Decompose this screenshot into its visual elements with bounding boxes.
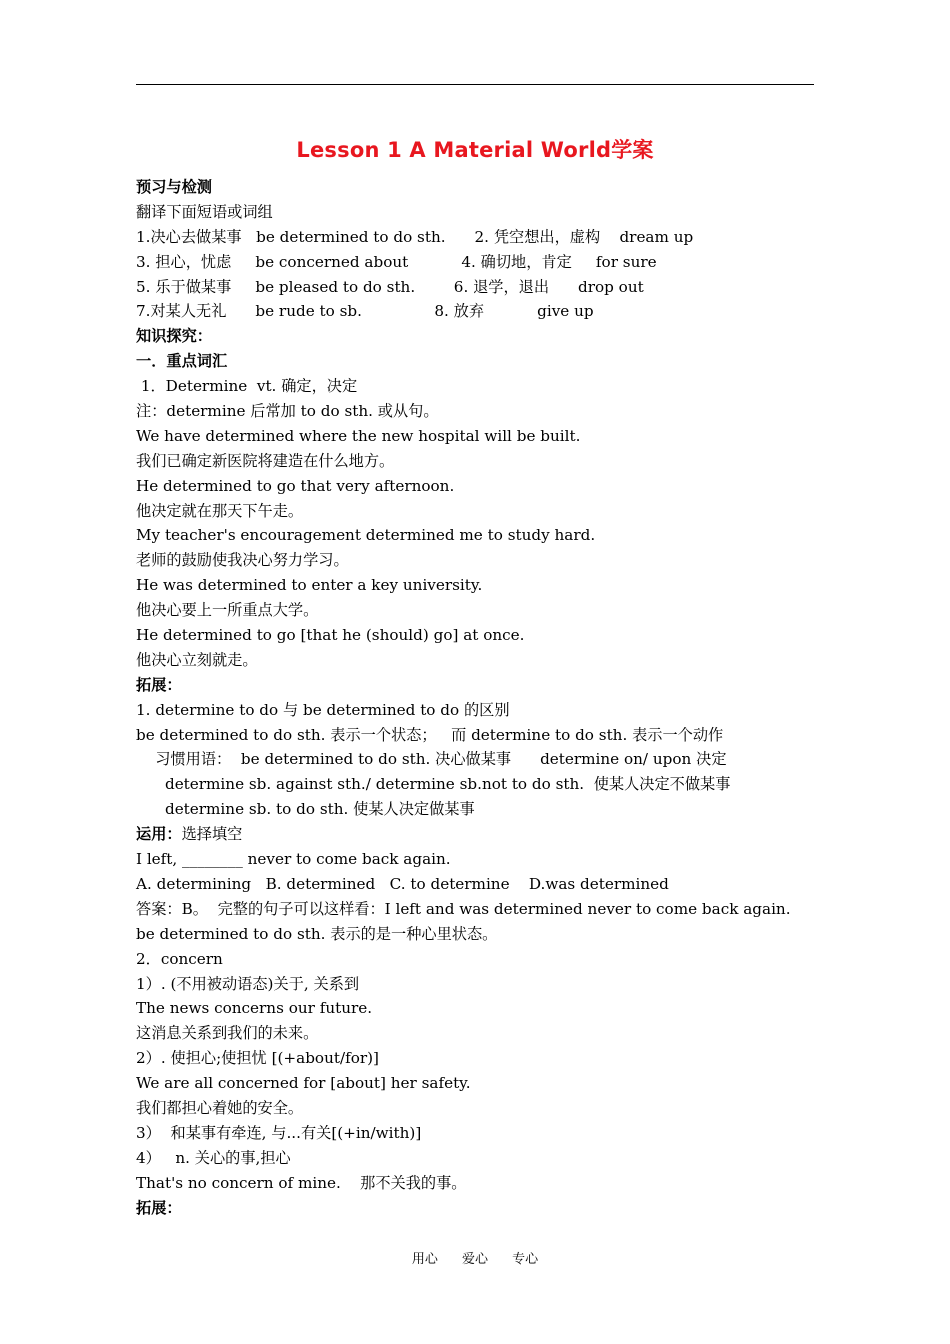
text-line: 知识探究： — [136, 327, 212, 346]
text-line: He was determined to enter a key university. — [136, 576, 483, 595]
header-rule — [136, 84, 814, 85]
text-line: be determined to do sth. 表示的是一种心里状态。 — [136, 924, 498, 943]
text-line: determine sb. against sth./ determine sb.not to do sth. 使某人决定不做某事 — [136, 775, 731, 794]
document-title: Lesson 1 A Material World学案 — [296, 138, 654, 162]
text-line: 一．重点词汇 — [136, 352, 228, 371]
text-line: 他决心立刻就走。 — [136, 650, 258, 669]
text-line: We have determined where the new hospital will be built. — [136, 426, 581, 445]
text-line: He determined to go that very afternoon. — [136, 476, 455, 495]
text-line: 2．concern — [136, 949, 223, 968]
text-line: 1.决心去做某事 be determined to do sth. 2. 凭空想出，虚构 dream up — [136, 227, 694, 246]
footer-item: 用心 — [411, 1252, 438, 1267]
text-line: He determined to go [that he (should) go] at once. — [136, 626, 525, 645]
text-line: My teacher's encouragement determined me to study hard. — [136, 526, 596, 545]
text-line — [136, 822, 836, 847]
text-line: determine sb. to do sth. 使某人决定做某事 — [136, 800, 475, 819]
text-line: 1）. (不用被动语态)关于, 关系到 — [136, 974, 360, 993]
text-line: 他决定就在那天下午走。 — [136, 501, 304, 520]
text-line: 4） n. 关心的事,担心 — [136, 1148, 291, 1167]
text-line: That's no concern of mine. 那不关我的事。 — [136, 1173, 467, 1192]
text-line: be determined to do sth. 表示一个状态； 而 determine to do sth. 表示一个动作 — [136, 725, 724, 744]
line-rest: 选择填空 — [181, 825, 243, 844]
text-line: 拓展： — [136, 1198, 182, 1217]
text-line: 老师的鼓励使我决心努力学习。 — [136, 551, 349, 570]
text-line: A. determining B. determined C. to determine D.was determined — [136, 874, 669, 893]
line-label: 运用： — [136, 825, 182, 844]
text-line: 3. 担心，忧虑 be concerned about 4. 确切地，肯定 for sure — [136, 252, 657, 271]
text-line: The news concerns our future. — [136, 999, 373, 1018]
text-line: 他决心要上一所重点大学。 — [136, 601, 319, 620]
footer-item: 专心 — [512, 1252, 539, 1267]
text-line: 3） 和某事有牵连, 与...有关[(+in/with)] — [136, 1123, 422, 1142]
text-line: 翻译下面短语或词组 — [136, 202, 273, 221]
text-line: 答案：B。 完整的句子可以这样看：I left and was determined never to come back again. — [136, 899, 791, 918]
page-footer — [0, 1248, 950, 1267]
text-line: 5. 乐于做某事 be pleased to do sth. 6. 退学，退出 drop out — [136, 277, 644, 296]
text-line: 注：determine 后常加 to do sth. 或从句。 — [136, 402, 439, 421]
text-line: 1．Determine vt. 确定，决定 — [136, 377, 358, 396]
footer-item: 爱心 — [461, 1252, 488, 1267]
text-line: 我们都担心着她的安全。 — [136, 1098, 304, 1117]
text-line: 1. determine to do 与 be determined to do 的区别 — [136, 700, 510, 719]
text-line: 习惯用语： be determined to do sth. 决心做某事 determine on/ upon 决定 — [136, 750, 727, 769]
text-line: 2）. 使担心;使担忧 [(+about/for)] — [136, 1049, 379, 1068]
text-line: 预习与检测 — [136, 178, 212, 196]
text-line: 我们已确定新医院将建造在什么地方。 — [136, 451, 395, 470]
text-line: 这消息关系到我们的未来。 — [136, 1024, 319, 1043]
text-line: 7.对某人无礼 be rude to sb. 8. 放弃 give up — [136, 302, 594, 321]
text-line: We are all concerned for [about] her safety. — [136, 1074, 471, 1093]
text-line: 拓展： — [136, 675, 182, 694]
document-body — [136, 175, 836, 1220]
text-line: I left, ________ never to come back again. — [136, 850, 451, 869]
